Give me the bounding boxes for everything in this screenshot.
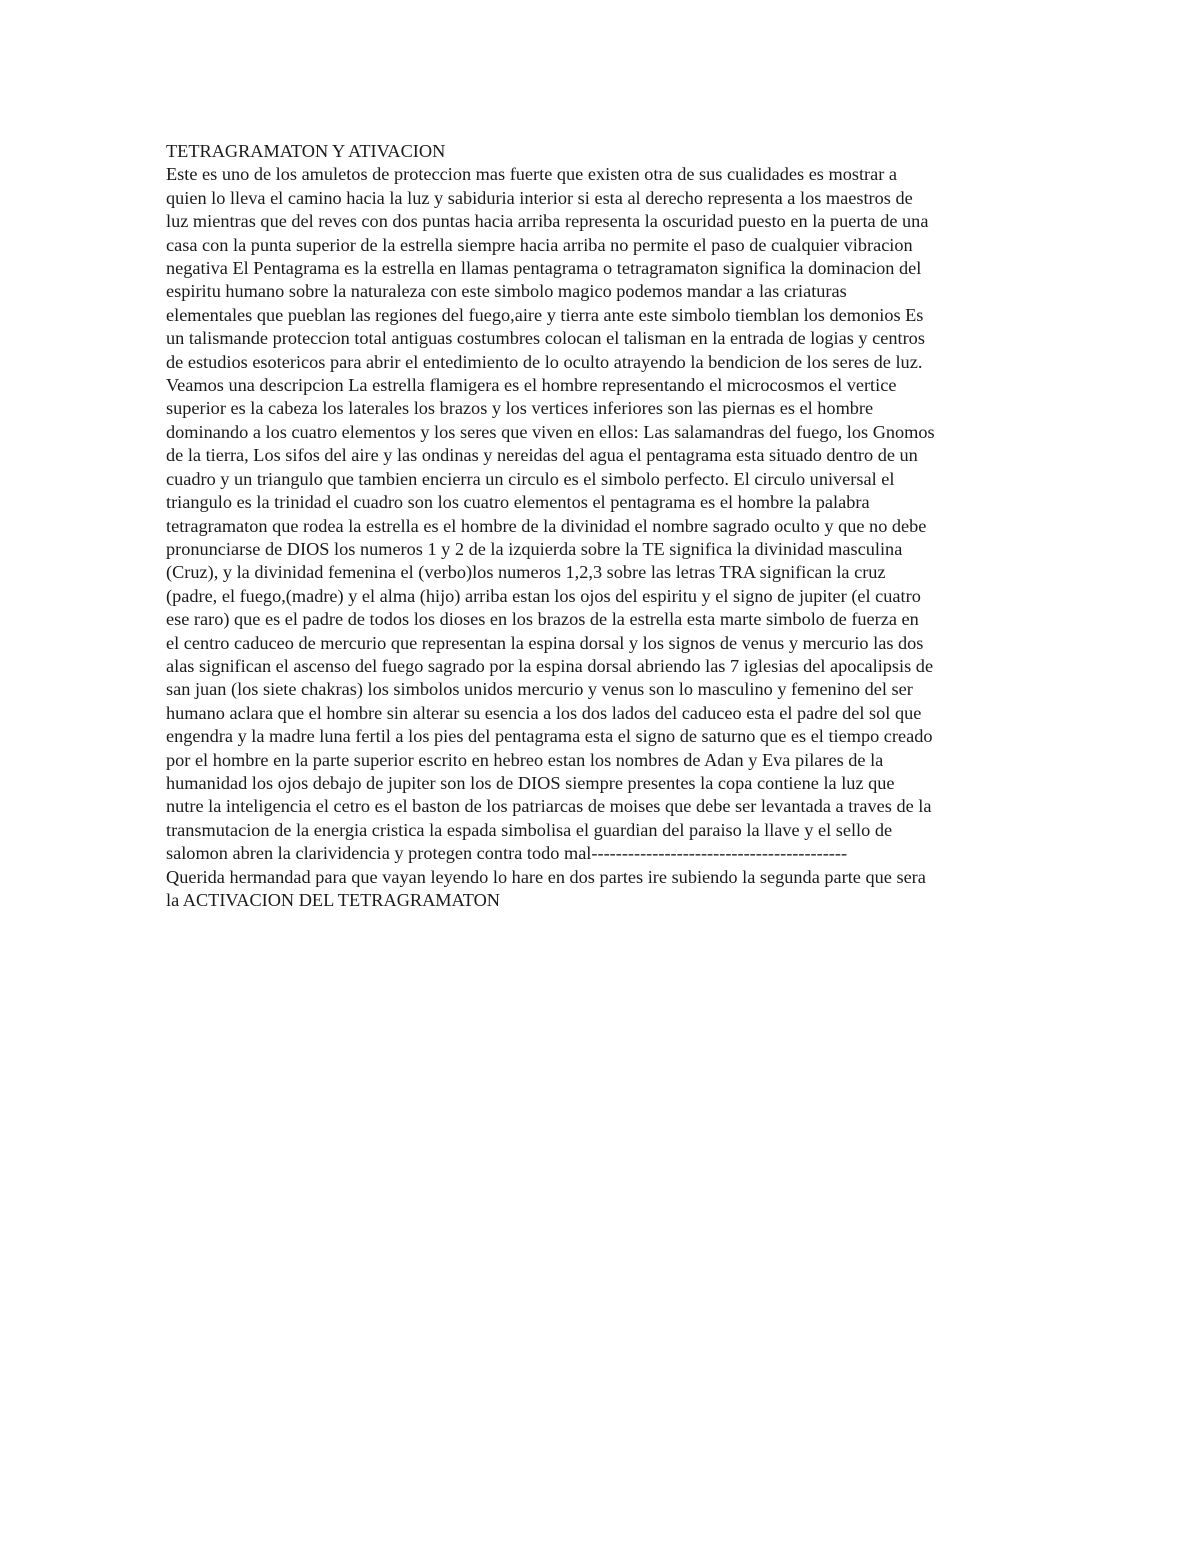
text-line: san juan (los siete chakras) los simbolos unidos mercurio y venus son lo masculino y femenino del ser <box>166 679 913 700</box>
text-line: luz mientras que del reves con dos puntas hacia arriba representa la oscuridad puesto en la puerta de una <box>166 211 929 232</box>
text-line: superior es la cabeza los laterales los brazos y los vertices inferiores son las piernas es el hombre <box>166 398 874 419</box>
text-line: cuadro y un triangulo que tambien encierra un circulo es el simbolo perfecto. El circulo universal el <box>166 468 895 489</box>
text-line: el centro caduceo de mercurio que representan la espina dorsal y los signos de venus y mercurio las dos <box>166 632 924 653</box>
text-line: ese raro) que es el padre de todos los dioses en los brazos de la estrella esta marte simbolo de fuerza en <box>166 609 919 630</box>
text-line: pronunciarse de DIOS los numeros 1 y 2 de la izquierda sobre la TE significa la divinidad masculina <box>166 538 903 559</box>
text-line: salomon abren la clarividencia y protegen contra todo mal------------------------------------------ <box>166 843 848 864</box>
text-line: la ACTIVACION DEL TETRAGRAMATON <box>166 890 500 910</box>
text-line: engendra y la madre luna fertil a los pies del pentagrama esta el signo de saturno que es el tiempo creado <box>166 726 933 747</box>
text-line: espiritu humano sobre la naturaleza con este simbolo magico podemos mandar a las criaturas <box>166 281 847 302</box>
document-body <box>166 140 1036 912</box>
text-line: Querida hermandad para que vayan leyendo lo hare en dos partes ire subiendo la segunda parte que sera <box>166 866 926 887</box>
text-line: quien lo lleva el camino hacia la luz y sabiduria interior si esta al derecho representa a los maestros de <box>166 187 913 208</box>
text-line: humano aclara que el hombre sin alterar su esencia a los dos lados del caduceo esta el padre del sol que <box>166 702 922 723</box>
text-line: negativa El Pentagrama es la estrella en llamas pentagrama o tetragramaton significa la dominacion del <box>166 258 922 279</box>
text-line: alas significan el ascenso del fuego sagrado por la espina dorsal abriendo las 7 iglesias del apocalipsis de <box>166 655 934 676</box>
text-line: humanidad los ojos debajo de jupiter son los de DIOS siempre presentes la copa contiene la luz que <box>166 772 895 793</box>
text-line: triangulo es la trinidad el cuadro son los cuatro elementos el pentagrama es el hombre la palabra <box>166 492 870 513</box>
text-line: transmutacion de la energia cristica la espada simbolisa el guardian del paraiso la llave y el sello de <box>166 819 893 840</box>
text-line: por el hombre en la parte superior escrito en hebreo estan los nombres de Adan y Eva pilares de la <box>166 749 884 770</box>
document-title: TETRAGRAMATON Y ATIVACION <box>166 141 446 161</box>
text-line: de estudios esotericos para abrir el entedimiento de lo oculto atrayendo la bendicion de los seres de luz. <box>166 351 923 372</box>
text-line: (padre, el fuego,(madre) y el alma (hijo) arriba estan los ojos del espiritu y el signo de jupiter (el cuatro <box>166 585 921 606</box>
text-line: de la tierra, Los sifos del aire y las ondinas y nereidas del agua el pentagrama esta situado dentro de un <box>166 445 918 466</box>
text-line: dominando a los cuatro elementos y los seres que viven en ellos: Las salamandras del fuego, los Gnomos <box>166 421 935 442</box>
text-line: un talismande proteccion total antiguas costumbres colocan el talisman en la entrada de logias y centros <box>166 328 925 349</box>
text-line: nutre la inteligencia el cetro es el baston de los patriarcas de moises que debe ser levantada a traves de la <box>166 796 932 817</box>
text-line: elementales que pueblan las regiones del fuego,aire y tierra ante este simbolo tiemblan los demonios Es <box>166 304 924 325</box>
text-line: casa con la punta superior de la estrella siempre hacia arriba no permite el paso de cualquier vibracion <box>166 234 913 255</box>
text-line: tetragramaton que rodea la estrella es el hombre de la divinidad el nombre sagrado oculto y que no debe <box>166 515 927 536</box>
text-line: Este es uno de los amuletos de proteccion mas fuerte que existen otra de sus cualidades es mostrar a <box>166 164 898 185</box>
text-line: (Cruz), y la divinidad femenina el (verbo)los numeros 1,2,3 sobre las letras TRA significan la cruz <box>166 562 886 583</box>
text-line: Veamos una descripcion La estrella flamigera es el hombre representando el microcosmos el vertice <box>166 375 897 396</box>
